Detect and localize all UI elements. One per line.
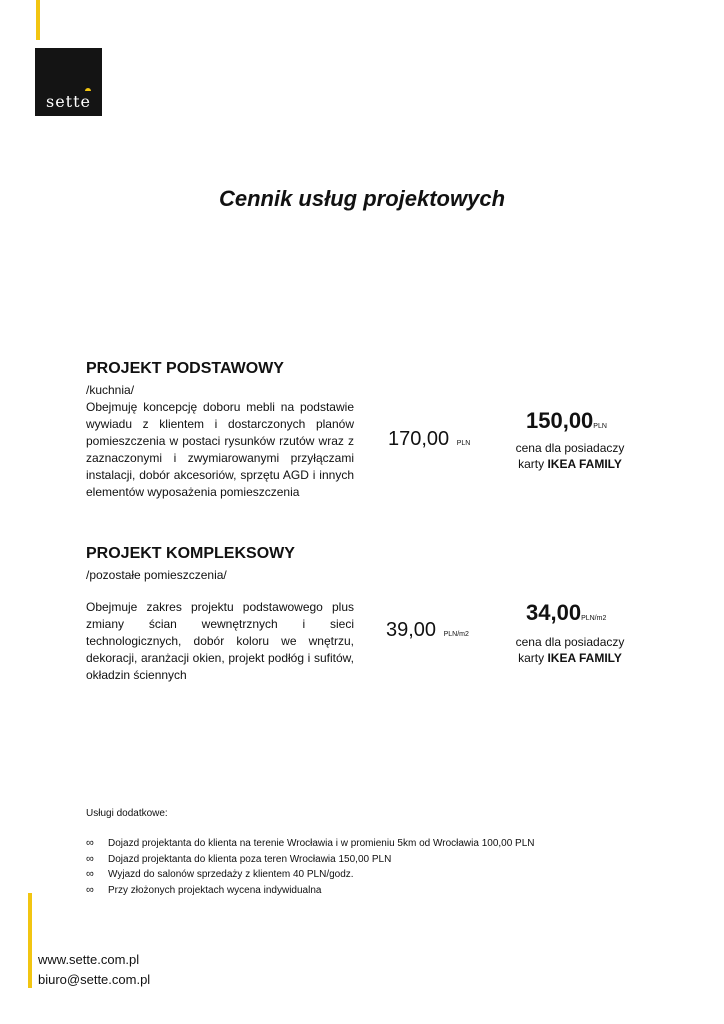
logo-text: sette: [45, 92, 91, 111]
logo-sun-icon: [85, 88, 91, 91]
extras-list: [86, 836, 535, 898]
infinity-bullet-icon: ∞: [86, 868, 94, 880]
discount-note-text: cena dla posiadaczy: [515, 441, 625, 455]
extras-item-text: Przy złożonych projektach wycena indywidualna: [108, 884, 322, 896]
website-link[interactable]: www.sette.com.pl: [38, 952, 140, 967]
card-name: IKEA FAMILY: [547, 457, 622, 471]
card-prefix: karty: [518, 457, 545, 471]
extras-title: Usługi dodatkowe:: [86, 808, 168, 819]
price-value: 39,00: [386, 619, 437, 641]
list-item: [86, 836, 535, 852]
package-description: Obejmuje zakres projektu podstawowego plus zmiany ścian wewnętrznych i sieci technologicznych, dobór koloru we wnętrzu, dekoracji, aranżacji okien, projekt podłóg i sufitów, okładzin ściennych: [86, 600, 354, 682]
card-prefix: karty: [518, 651, 545, 665]
infinity-bullet-icon: ∞: [86, 837, 94, 849]
discount-price-value: 150,00: [526, 408, 594, 433]
card-line: [500, 456, 640, 472]
discount-note-text: cena dla posiadaczy: [515, 635, 625, 649]
price-discount: [526, 600, 606, 626]
sette-logo: [35, 48, 102, 116]
package-description: Obejmuję koncepcję doboru mebli na podstawie wywiadu z klientem i dostarczonych planów pomieszczenia w postaci rysunków rzutów wraz z zaznaczonymi i zwymiarowanymi przyłączami instalacji, dobór akcesoriów, sprzętu AGD i innych elementów wyposażenia pomieszczenia: [86, 400, 354, 499]
email-link[interactable]: biuro@sette.com.pl: [38, 972, 151, 987]
package-subtitle: /kuchnia/: [86, 383, 135, 397]
card-line: [500, 650, 640, 666]
list-item: [86, 852, 535, 868]
card-name: IKEA FAMILY: [547, 651, 622, 665]
price-unit: PLN/m2: [443, 631, 469, 638]
page-title: Cennik usług projektowych: [218, 186, 506, 211]
list-item: [86, 867, 535, 883]
price-value: 170,00: [388, 428, 450, 450]
discount-note: [500, 634, 640, 666]
price-standard: [388, 428, 470, 451]
extras-item-text: Dojazd projektanta do klienta poza teren Wrocławia 150,00 PLN: [108, 853, 392, 865]
discount-price-value: 34,00: [526, 600, 582, 625]
price-standard: [386, 619, 469, 642]
accent-bar-bottom: [28, 893, 32, 988]
price-unit: PLN: [456, 440, 471, 447]
extras-item-text: Dojazd projektanta do klienta na terenie Wrocławia i w promieniu 5km od Wrocławia 100,00 PLN: [108, 838, 535, 849]
accent-bar-top: [36, 0, 40, 40]
package-title: PROJEKT PODSTAWOWY: [86, 360, 284, 377]
infinity-bullet-icon: ∞: [86, 852, 94, 865]
extras-item-text: Wyjazd do salonów sprzedaży z klientem 40 PLN/godz.: [108, 869, 354, 880]
discount-price-unit: PLN: [593, 423, 607, 430]
infinity-bullet-icon: ∞: [86, 883, 94, 896]
price-discount: [526, 408, 607, 434]
package-subtitle: /pozostałe pomieszczenia/: [86, 568, 227, 582]
list-item: [86, 883, 535, 899]
package-title: PROJEKT KOMPLEKSOWY: [86, 545, 295, 562]
discount-price-unit: PLN/m2: [581, 615, 607, 622]
discount-note: [500, 440, 640, 472]
